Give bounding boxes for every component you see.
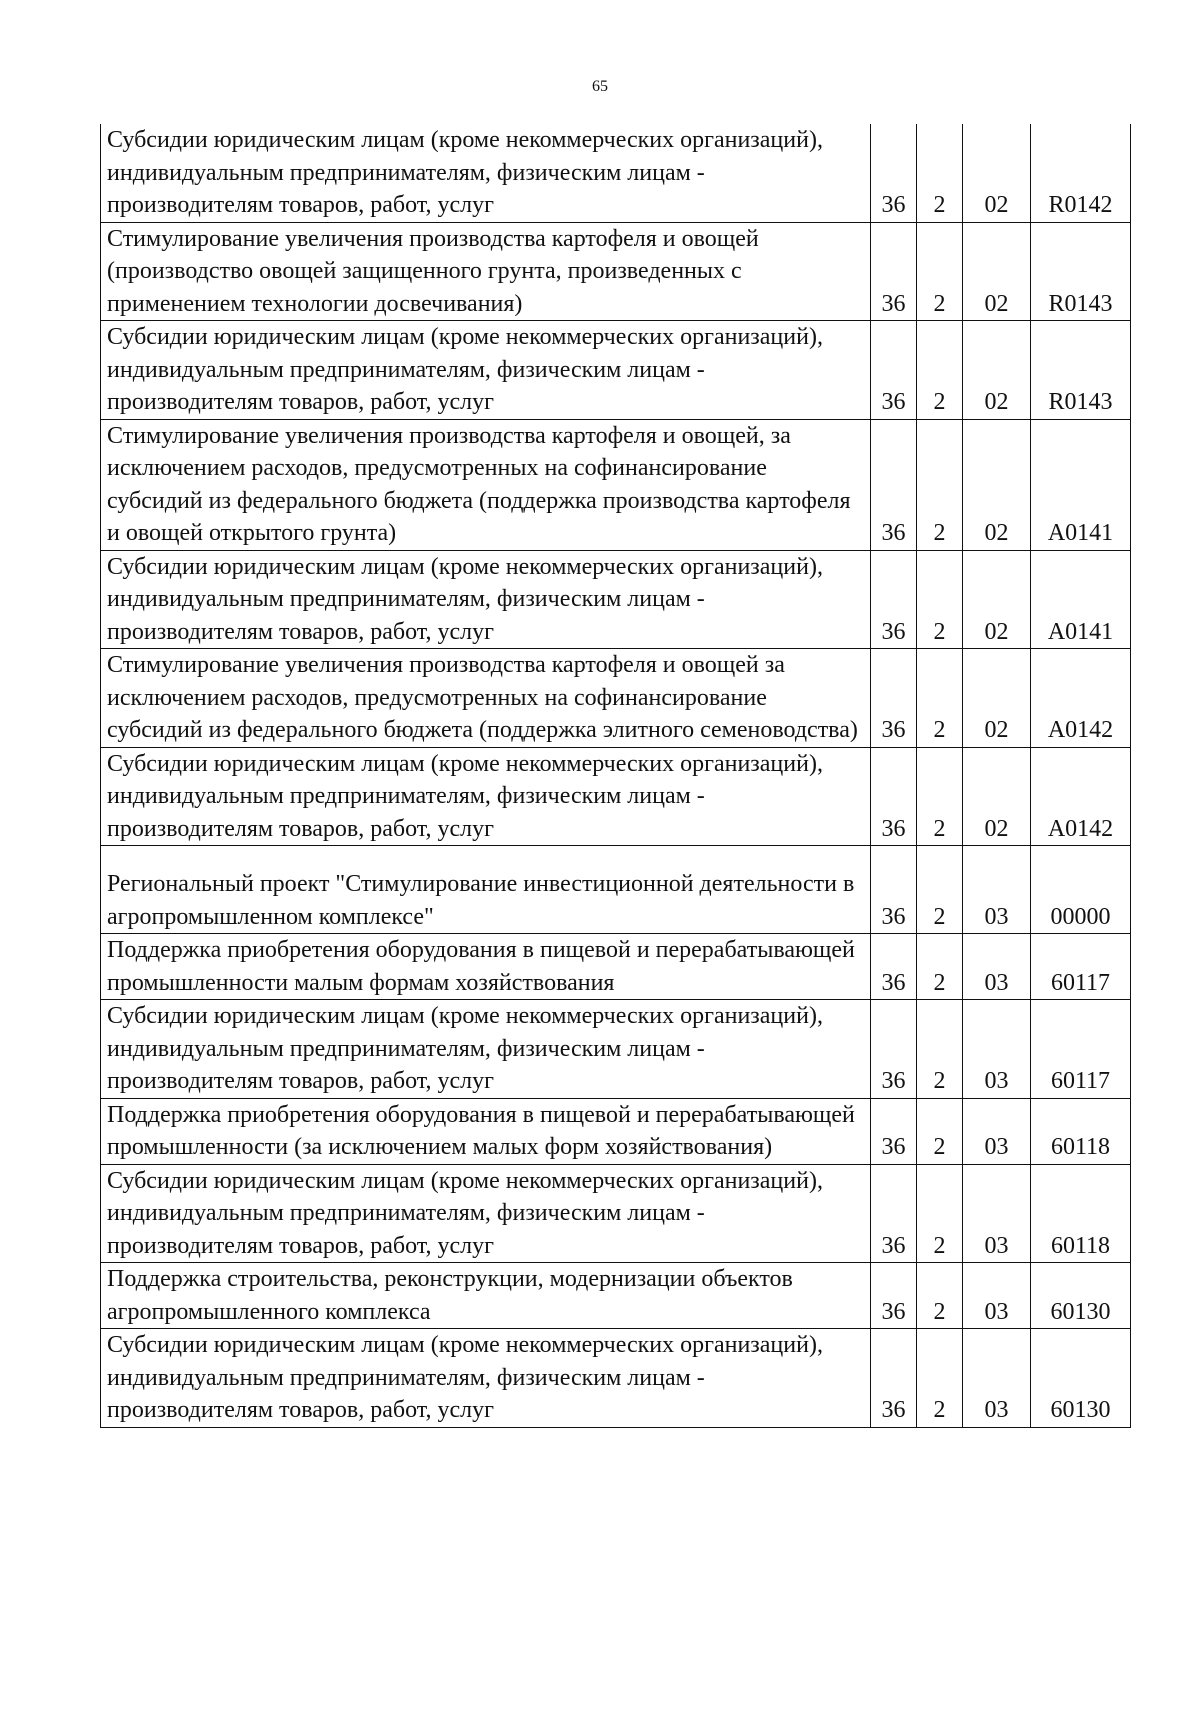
row-code-item: A0142: [1031, 649, 1131, 748]
row-code-main: 36: [871, 321, 917, 420]
row-description: Субсидии юридическим лицам (кроме некоммерческих организаций), индивидуальным предпринимателям, физическим лицам - производителям товаров, работ, услуг: [101, 1164, 871, 1263]
row-code-sub: 2: [917, 321, 963, 420]
row-code-sub: 2: [917, 1000, 963, 1099]
row-code-sub: 2: [917, 419, 963, 550]
row-code-group: 03: [963, 846, 1031, 934]
table-row: [101, 846, 1131, 934]
row-code-group: 03: [963, 1000, 1031, 1099]
row-code-main: 36: [871, 1329, 917, 1428]
row-code-main: 36: [871, 1263, 917, 1329]
row-description: Поддержка приобретения оборудования в пищевой и перерабатывающей промышленности (за исключением малых форм хозяйствования): [101, 1098, 871, 1164]
row-description: Поддержка приобретения оборудования в пищевой и перерабатывающей промышленности малым формам хозяйствования: [101, 934, 871, 1000]
row-code-item: R0142: [1031, 124, 1131, 222]
page-number: 65: [592, 78, 608, 95]
row-code-main: 36: [871, 419, 917, 550]
table-row: [101, 1000, 1131, 1099]
row-code-sub: 2: [917, 1164, 963, 1263]
row-code-main: 36: [871, 1098, 917, 1164]
row-code-item: R0143: [1031, 222, 1131, 321]
row-code-sub: 2: [917, 1329, 963, 1428]
row-code-group: 03: [963, 934, 1031, 1000]
row-description: Стимулирование увеличения производства картофеля и овощей (производство овощей защищенного грунта, произведенных с применением технологии досвечивания): [101, 222, 871, 321]
row-description: Стимулирование увеличения производства картофеля и овощей за исключением расходов, предусмотренных на софинансирование субсидий из федерального бюджета (поддержка элитного семеноводства): [101, 649, 871, 748]
row-code-item: 60118: [1031, 1164, 1131, 1263]
row-description: Стимулирование увеличения производства картофеля и овощей, за исключением расходов, предусмотренных на софинансирование субсидий из федерального бюджета (поддержка производства картофеля и овощей открытого грунта): [101, 419, 871, 550]
row-code-main: 36: [871, 550, 917, 649]
row-code-group: 03: [963, 1329, 1031, 1428]
row-code-group: 02: [963, 124, 1031, 222]
row-code-main: 36: [871, 846, 917, 934]
row-code-sub: 2: [917, 222, 963, 321]
table-row: [101, 747, 1131, 846]
table-row: [101, 419, 1131, 550]
row-code-item: 60117: [1031, 934, 1131, 1000]
row-code-main: 36: [871, 1000, 917, 1099]
row-code-main: 36: [871, 649, 917, 748]
row-code-sub: 2: [917, 124, 963, 222]
row-description: Субсидии юридическим лицам (кроме некоммерческих организаций), индивидуальным предпринимателям, физическим лицам - производителям товаров, работ, услуг: [101, 550, 871, 649]
table-row: [101, 934, 1131, 1000]
row-code-group: 03: [963, 1098, 1031, 1164]
table-row: [101, 1263, 1131, 1329]
row-description: Субсидии юридическим лицам (кроме некоммерческих организаций), индивидуальным предпринимателям, физическим лицам - производителям товаров, работ, услуг: [101, 124, 871, 222]
row-description: Региональный проект "Стимулирование инвестиционной деятельности в агропромышленном комплексе": [101, 846, 871, 934]
row-description: Субсидии юридическим лицам (кроме некоммерческих организаций), индивидуальным предпринимателям, физическим лицам - производителям товаров, работ, услуг: [101, 747, 871, 846]
table-row: [101, 1098, 1131, 1164]
row-description: Субсидии юридическим лицам (кроме некоммерческих организаций), индивидуальным предпринимателям, физическим лицам - производителям товаров, работ, услуг: [101, 321, 871, 420]
row-code-item: A0142: [1031, 747, 1131, 846]
table-row: [101, 1329, 1131, 1428]
row-code-group: 02: [963, 747, 1031, 846]
row-code-item: 60130: [1031, 1263, 1131, 1329]
row-code-sub: 2: [917, 846, 963, 934]
table-row: [101, 1164, 1131, 1263]
row-code-item: A0141: [1031, 419, 1131, 550]
row-code-group: 02: [963, 550, 1031, 649]
table-row: [101, 550, 1131, 649]
row-code-sub: 2: [917, 1263, 963, 1329]
row-code-group: 02: [963, 419, 1031, 550]
table-row: [101, 649, 1131, 748]
table-row: [101, 222, 1131, 321]
row-description: Субсидии юридическим лицам (кроме некоммерческих организаций), индивидуальным предпринимателям, физическим лицам - производителям товаров, работ, услуг: [101, 1329, 871, 1428]
row-code-group: 03: [963, 1263, 1031, 1329]
table-row: [101, 321, 1131, 420]
row-code-sub: 2: [917, 1098, 963, 1164]
row-code-main: 36: [871, 124, 917, 222]
row-code-sub: 2: [917, 747, 963, 846]
row-code-group: 02: [963, 321, 1031, 420]
row-code-group: 02: [963, 222, 1031, 321]
row-code-item: 60117: [1031, 1000, 1131, 1099]
row-code-item: R0143: [1031, 321, 1131, 420]
row-code-main: 36: [871, 222, 917, 321]
row-code-item: A0141: [1031, 550, 1131, 649]
row-description: Субсидии юридическим лицам (кроме некоммерческих организаций), индивидуальным предпринимателям, физическим лицам - производителям товаров, работ, услуг: [101, 1000, 871, 1099]
row-code-item: 60130: [1031, 1329, 1131, 1428]
budget-classification-table: [100, 124, 1131, 1428]
table-row: [101, 124, 1131, 222]
row-code-item: 60118: [1031, 1098, 1131, 1164]
row-code-main: 36: [871, 747, 917, 846]
row-code-sub: 2: [917, 934, 963, 1000]
row-code-main: 36: [871, 934, 917, 1000]
row-code-item: 00000: [1031, 846, 1131, 934]
row-code-group: 02: [963, 649, 1031, 748]
row-code-sub: 2: [917, 550, 963, 649]
row-code-sub: 2: [917, 649, 963, 748]
row-code-group: 03: [963, 1164, 1031, 1263]
table-body: [101, 124, 1131, 1427]
row-code-main: 36: [871, 1164, 917, 1263]
row-description: Поддержка строительства, реконструкции, модернизации объектов агропромышленного комплекса: [101, 1263, 871, 1329]
